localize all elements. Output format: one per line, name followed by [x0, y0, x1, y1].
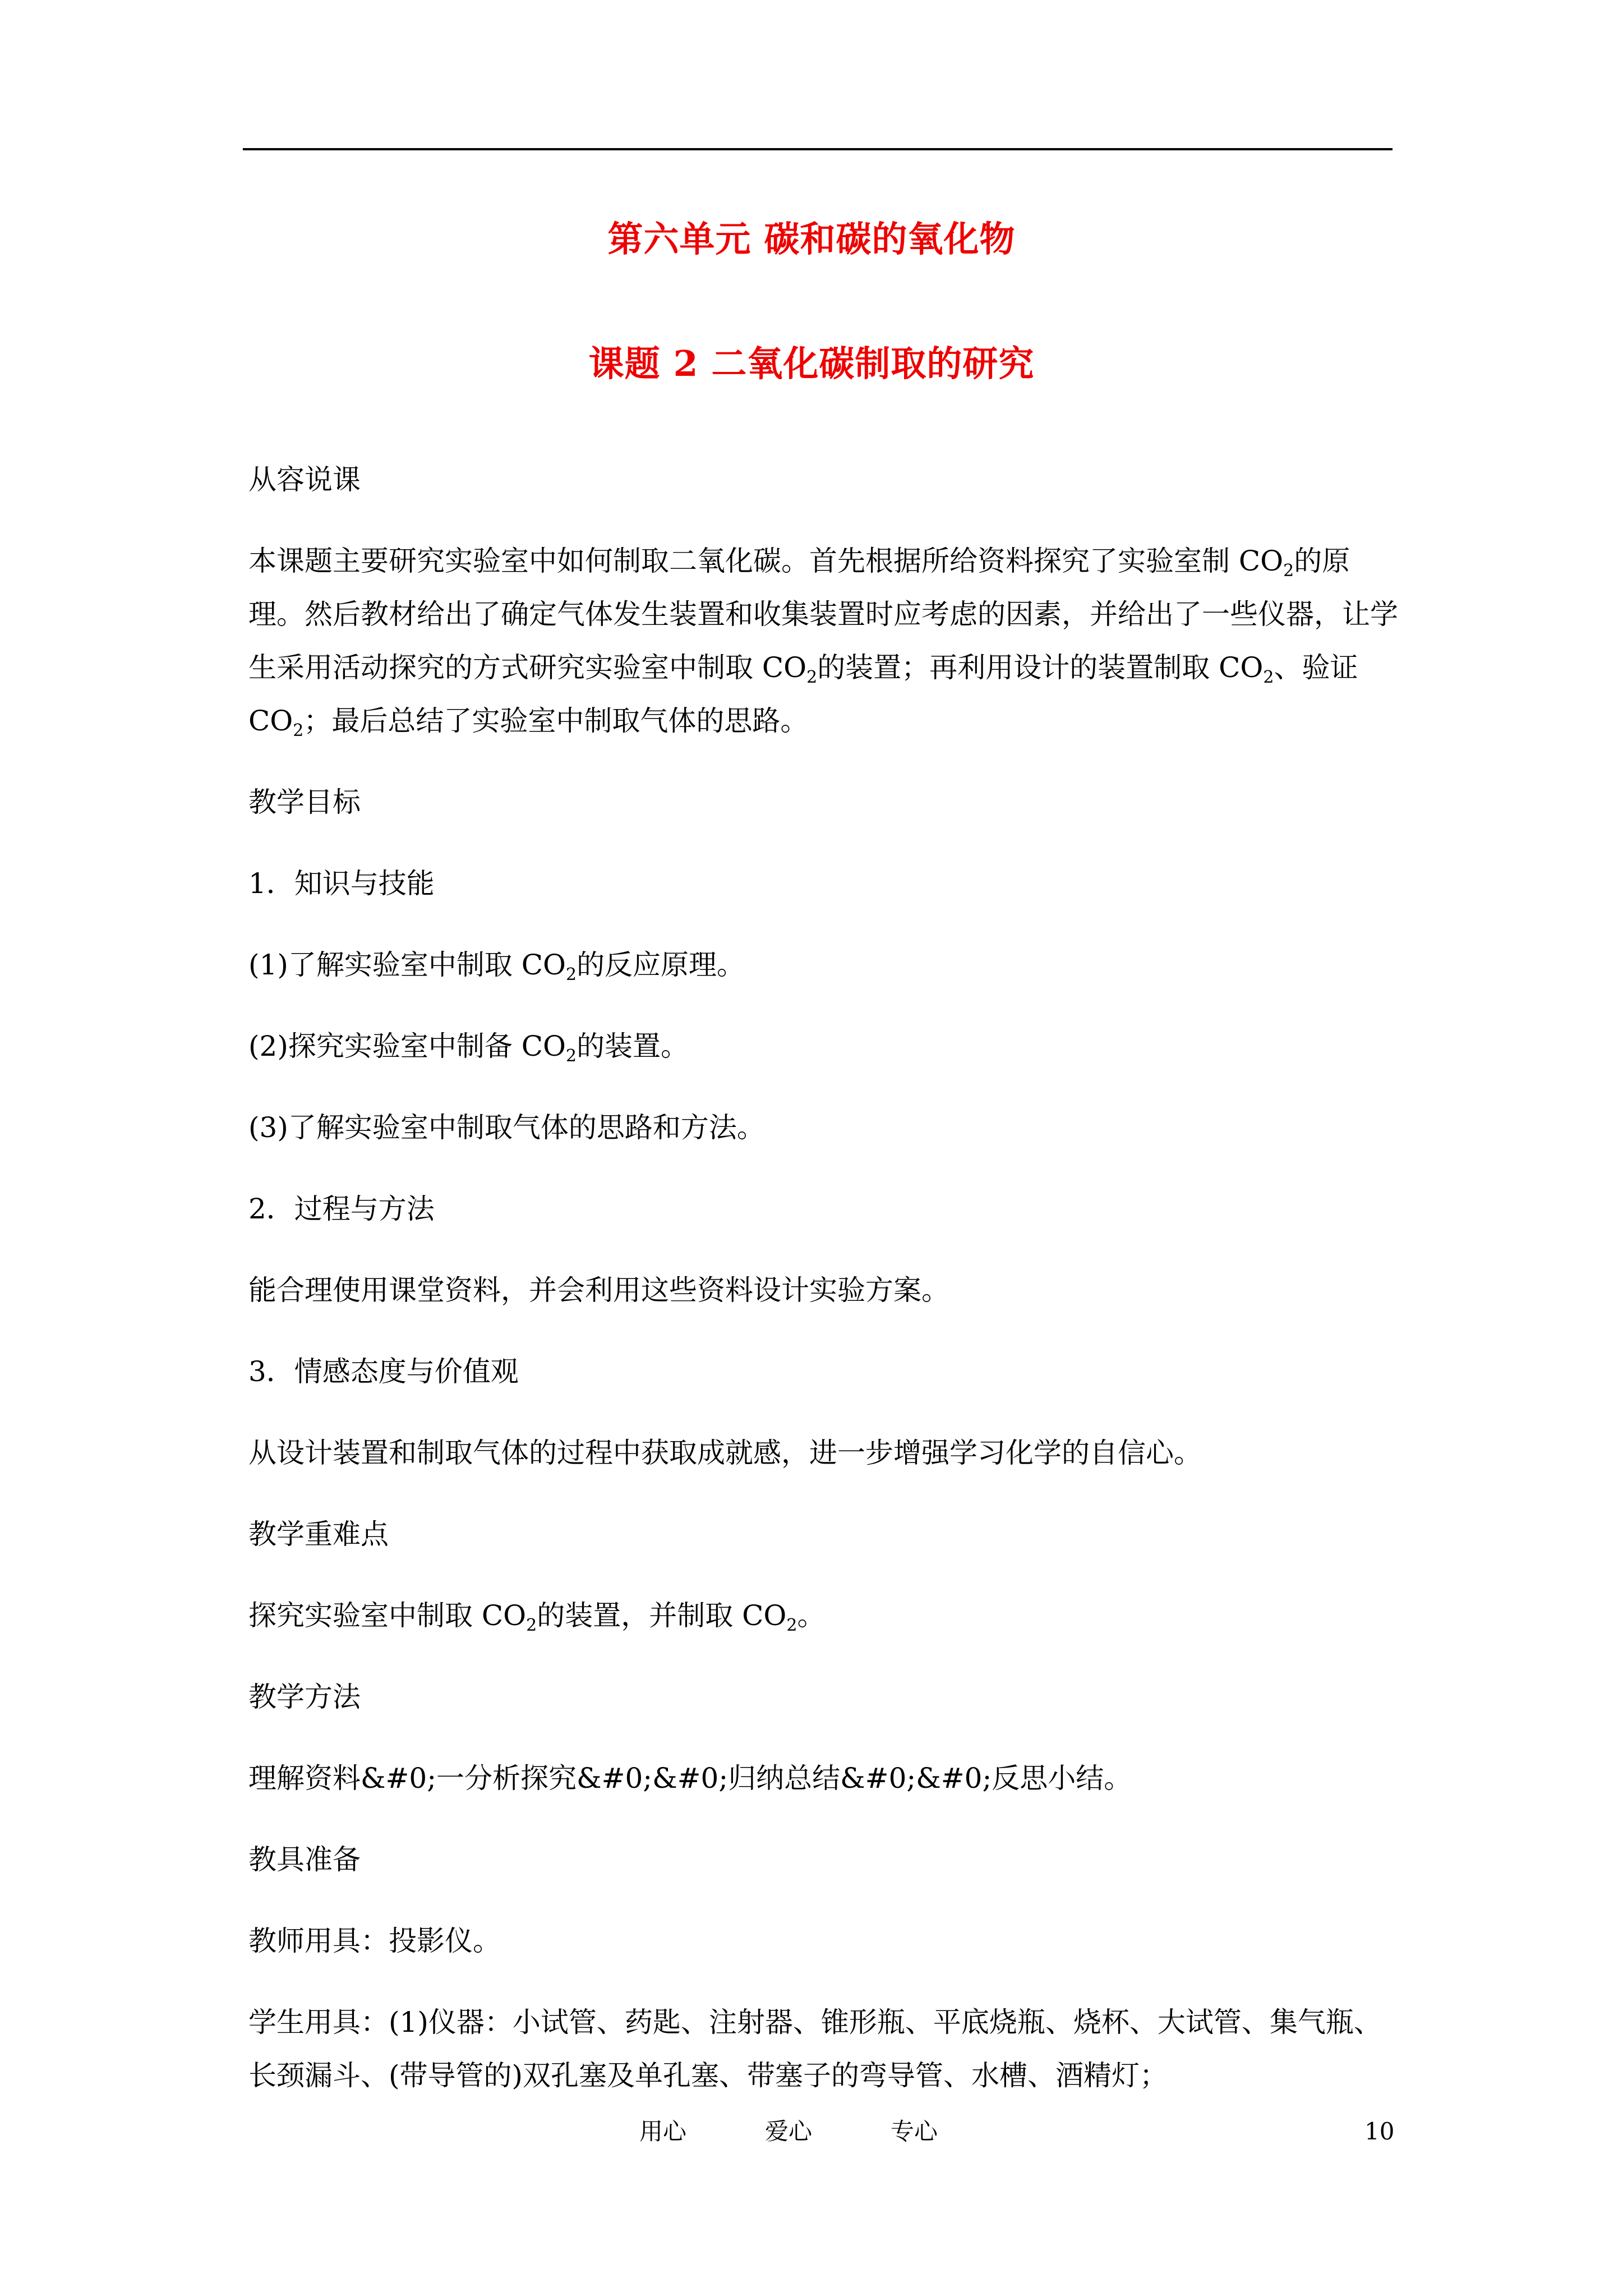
footer-slogan-3: 专心 [891, 2118, 938, 2145]
intro-text-2: 的原理。然后教材给出了确定气体发生装置和收集装置时应考虑的因素，并给出了一些仪器，让学生采用活动探究的方式研究实验室中制取 CO [248, 545, 1398, 684]
keypoints-text-a: 探究实验室中制取 CO [248, 1599, 527, 1632]
header-rule [243, 148, 1393, 150]
goal-1-item-1 [248, 938, 1399, 992]
keypoints-text-b: 的装置，并制取 CO [537, 1599, 787, 1632]
subscript: 2 [806, 668, 818, 687]
tools-student: 学生用具：(1)仪器：小试管、药匙、注射器、锥形瓶、平底烧瓶、烧杯、大试管、集气瓶、长颈漏斗、(带导管的)双孔塞及单孔塞、带塞子的弯导管、水槽、酒精灯； [248, 2006, 1382, 2092]
subscript: 2 [1263, 668, 1274, 687]
subscript: 2 [526, 1616, 537, 1635]
subscript: 2 [293, 721, 304, 740]
section-heading-intro: 从容说课 [248, 463, 361, 496]
section-heading-method: 教学方法 [248, 1681, 361, 1713]
intro-text-4: 、验证 CO [248, 651, 1358, 737]
goal-1-item-3: (3)了解实验室中制取气体的思路和方法。 [248, 1111, 765, 1144]
footer-slogan [639, 2115, 938, 2148]
footer-slogan-1: 用心 [639, 2118, 687, 2145]
subscript: 2 [565, 1046, 577, 1066]
footer-slogan-2: 爱心 [765, 2118, 813, 2145]
goal-1-item-2-text-a: (2)探究实验室中制备 CO [248, 1030, 566, 1062]
goal-1-heading: 1．知识与技能 [248, 867, 435, 900]
page-number: 10 [1364, 2118, 1395, 2145]
goal-3-heading: 3．情感态度与价值观 [248, 1355, 519, 1388]
subscript: 2 [1283, 561, 1294, 581]
lesson-title: 课题 2 二氧化碳制取的研究 [588, 343, 1035, 384]
goal-2-text: 能合理使用课堂资料，并会利用这些资料设计实验方案。 [248, 1274, 949, 1306]
subscript: 2 [565, 965, 577, 984]
goal-1-item-2-text-b: 的装置。 [577, 1030, 689, 1062]
goal-2-heading: 2．过程与方法 [248, 1193, 435, 1225]
unit-title: 第六单元 碳和碳的氧化物 [607, 218, 1016, 260]
subscript: 2 [786, 1616, 797, 1635]
intro-text-5: ；最后总结了实验室中制取气体的思路。 [303, 705, 809, 737]
goal-3-text: 从设计装置和制取气体的过程中获取成就感，进一步增强学习化学的自信心。 [248, 1437, 1202, 1469]
goal-1-item-1-text-b: 的反应原理。 [577, 949, 745, 981]
page-footer [0, 2115, 1623, 2148]
tools-teacher: 教师用具：投影仪。 [248, 1925, 501, 1957]
section-heading-tools: 教具准备 [248, 1843, 361, 1876]
goal-1-item-2 [248, 1020, 1399, 1073]
intro-paragraph [248, 535, 1399, 748]
section-heading-keypoints: 教学重难点 [248, 1518, 389, 1550]
keypoints-text [248, 1589, 1399, 1642]
document-body [248, 453, 1399, 2102]
method-text: 理解资料&#0;一分析探究&#0;&#0;归纳总结&#0;&#0;反思小结。 [248, 1762, 1132, 1795]
intro-text-1: 本课题主要研究实验室中如何制取二氧化碳。首先根据所给资料探究了实验室制 CO [248, 545, 1284, 577]
intro-text-3: 的装置；再利用设计的装置制取 CO [817, 651, 1264, 684]
keypoints-text-c: 。 [797, 1599, 826, 1632]
goal-1-item-1-text-a: (1)了解实验室中制取 CO [248, 949, 566, 981]
section-heading-goals: 教学目标 [248, 786, 361, 818]
